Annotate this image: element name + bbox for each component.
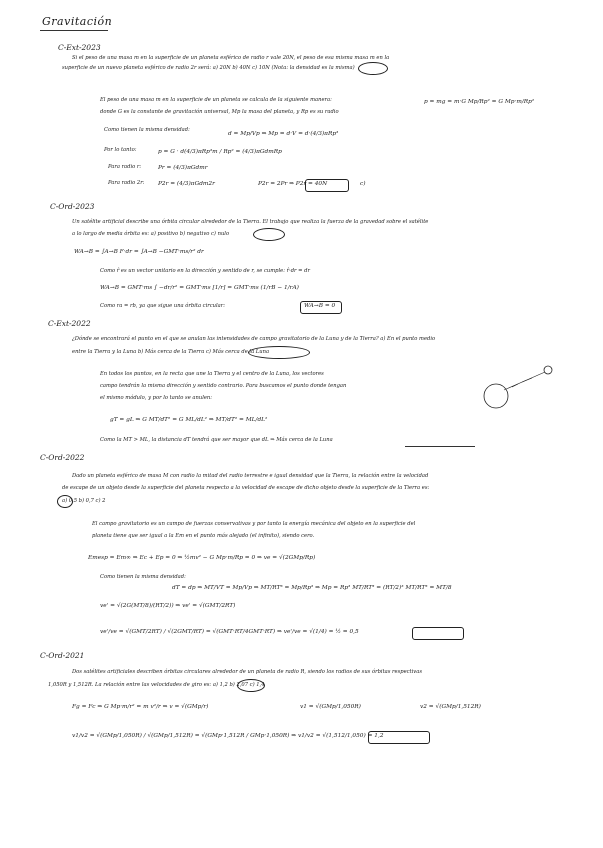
formula: WA→B = GMT·ms ∫ −dr/r² = GMT·ms [1/r] = GMT·ms (1/rB − 1/rA) [100, 285, 299, 291]
statement-line: ¿Dónde se encontrará el punto en el que se anulan las intensidades de campo gravitatorio de la Luna y de la Tierra? a) En el punto medio [72, 336, 436, 342]
section-heading: C-Ord-2023 [50, 202, 95, 211]
answer-circle [248, 346, 310, 359]
work-line: planeta tiene que ser igual a la Em en el punto más alejado (el infinito), siendo cero. [92, 533, 315, 539]
work-line: Como la MT > ML, la distancia dT tendrá que ser mayor que dL ⇒ Más cerca de la Luna [100, 437, 333, 443]
formula: v1 = √(GMp/1,050R) [300, 704, 361, 710]
formula: WA→B = ∫A→B F·dr = ∫A→B −GMT·ms/r² dr [74, 249, 204, 255]
work-line: El campo gravitatorio es un campo de fuerzas conservativas y por tanto la energía mecánica del objeto en la superficie del [92, 521, 416, 527]
formula: Emesp = Em∞ ⇒ Ec + Ep = 0 ⇒ ½mv² − G Mp·m/Rp = 0 ⇒ ve = √(2GMp/Rp) [88, 555, 316, 561]
statement-line: 1,050R y 1,512R. La relación entre las velocidades de giro es: a) 1,2 b) 2,07 c) 1,4 [48, 682, 265, 688]
formula-answer: c) [360, 181, 366, 187]
work-line: El peso de una masa m en la superficie de un planeta se calcula de la siguiente manera: [100, 97, 332, 103]
result-box [300, 301, 342, 314]
work-line: Para radio r: [108, 164, 142, 170]
work-line: Como r̂ es un vector unitario en la dirección y sentido de r, se cumple: r̂·dr = dr [100, 268, 310, 274]
statement-line: entre la Tierra y la Luna b) Más cerca de la Tierra c) Más cerca de la Luna [72, 349, 270, 355]
formula: ve' = √(2G(MT/8)/(RT/2)) ⇒ ve' = √(GMT/2RT) [100, 603, 236, 609]
section-heading: C-Ord-2022 [40, 453, 85, 462]
work-line: En todos los puntos, en la recta que une la Tierra y el centro de la Luna, los vectores [100, 371, 324, 377]
work-line: Para radio 2r: [108, 180, 145, 186]
answer-circle [57, 495, 73, 508]
work-line: Por lo tanto: [104, 147, 137, 153]
formula-result: ve'/ve = √(GMT/2RT) / √(2GMT/RT) = √(GMT·RT/4GMT·RT) ⇒ ve'/ve = √(1/4) = ½ = 0,5 [100, 629, 359, 635]
statement-line: de escape de un objeto desde la superficie del planeta respecto a la velocidad de escape de dicho objeto desde la superficie de la Tierra es: [62, 485, 430, 491]
work-line: Como tienen la misma densidad: [104, 127, 190, 133]
formula: v2 = √(GMp/1,512R) [420, 704, 481, 710]
title-underline [40, 30, 108, 31]
work-line: Como ra = rb, ya que sigue una órbita circular: [100, 303, 225, 309]
earth-moon-sketch [482, 360, 558, 420]
result-box [305, 179, 349, 192]
formula-result: v1/v2 = √(GMp/1,050R) / √(GMp/1,512R) = √(GMp·1,512R / GMp·1,050R) ⇒ v1/v2 = √(1,512/1,050) = 1,2 [72, 733, 384, 739]
formula: gT = gL ⇒ G MT/dT² = G ML/dL² ⇒ MT/dT² = ML/dL² [110, 417, 268, 423]
work-line: donde G es la constante de gravitación universal, Mp la masa del planeta, y Rp es su radio [100, 109, 339, 115]
section-heading: C-Ext-2023 [58, 43, 101, 52]
work-line: el mismo módulo, y por lo tanto se anulen: [100, 395, 213, 401]
statement-line: Si el peso de una masa m en la superficie de un planeta esférico de radio r vale 20N, el peso de esa misma masa m en la [72, 55, 390, 61]
formula: d = Mp/Vp ⇒ Mp = d·V = d·(4/3)πRp³ [228, 131, 339, 137]
answer-circle [253, 228, 285, 241]
section-heading: C-Ord-2021 [40, 651, 85, 660]
formula-result: P2r = 2Pr ⇒ P2r = 40N [258, 181, 328, 187]
answer-circle [237, 679, 265, 692]
result-box [368, 731, 430, 744]
formula: P2r = (4/3)πGdm2r [158, 181, 215, 187]
statement-line: superficie de un nuevo planeta esférico de radio 2r será: a) 20N b) 40N c) 10N (Nota: la densidad es la misma) [62, 65, 355, 71]
formula: Pr = (4/3)πGdmr [158, 165, 208, 171]
work-line: campo tendrán la misma dirección y sentido contrario. Para buscamos el punto donde tengan [100, 383, 347, 389]
answer-circle [358, 62, 388, 75]
formula: p = G · d(4/3)πRp³m / Rp² = (4/3)πGdmRp [158, 149, 282, 155]
formula: dT = dp ⇒ MT/VT = Mp/Vp ⇒ MT/RT³ = Mp/Rp³ ⇒ Mp = Rp³ MT/RT³ = (RT/2)³ MT/RT³ = MT/8 [172, 585, 452, 591]
result-box [412, 627, 464, 640]
formula: p = mg = m·G Mp/Rp² = G Mp·m/Rp² [424, 99, 535, 105]
answer-underline [405, 446, 475, 447]
page-title: Gravitación [42, 15, 113, 28]
statement-line: Un satélite artificial describe una órbita circular alrededor de la Tierra. El trabajo que realiza la fuerza de la gravedad sobre el satélite [72, 219, 429, 225]
statement-line: a) 0,5 b) 0,7 c) 2 [62, 498, 106, 504]
statement-line: a lo largo de media órbita es: a) positivo b) negativo c) nulo [72, 231, 230, 237]
section-heading: C-Ext-2022 [48, 319, 91, 328]
statement-line: Dos satélites artificiales describen órbitas circulares alrededor de un planeta de radio R, siendo los radios de sus órbitas respectivas [72, 669, 422, 675]
work-line: Como tienen la misma densidad: [100, 574, 186, 580]
formula-result: WA→B = 0 [304, 303, 336, 309]
formula: Fg = Fc ⇒ G Mp·m/r² = m v²/r ⇒ v = √(GMp/r) [72, 704, 209, 710]
statement-line: Dado un planeta esférico de masa M con radio la mitad del radio terrestre e igual densidad que la Tierra, la relación entre la velocidad [72, 473, 429, 479]
